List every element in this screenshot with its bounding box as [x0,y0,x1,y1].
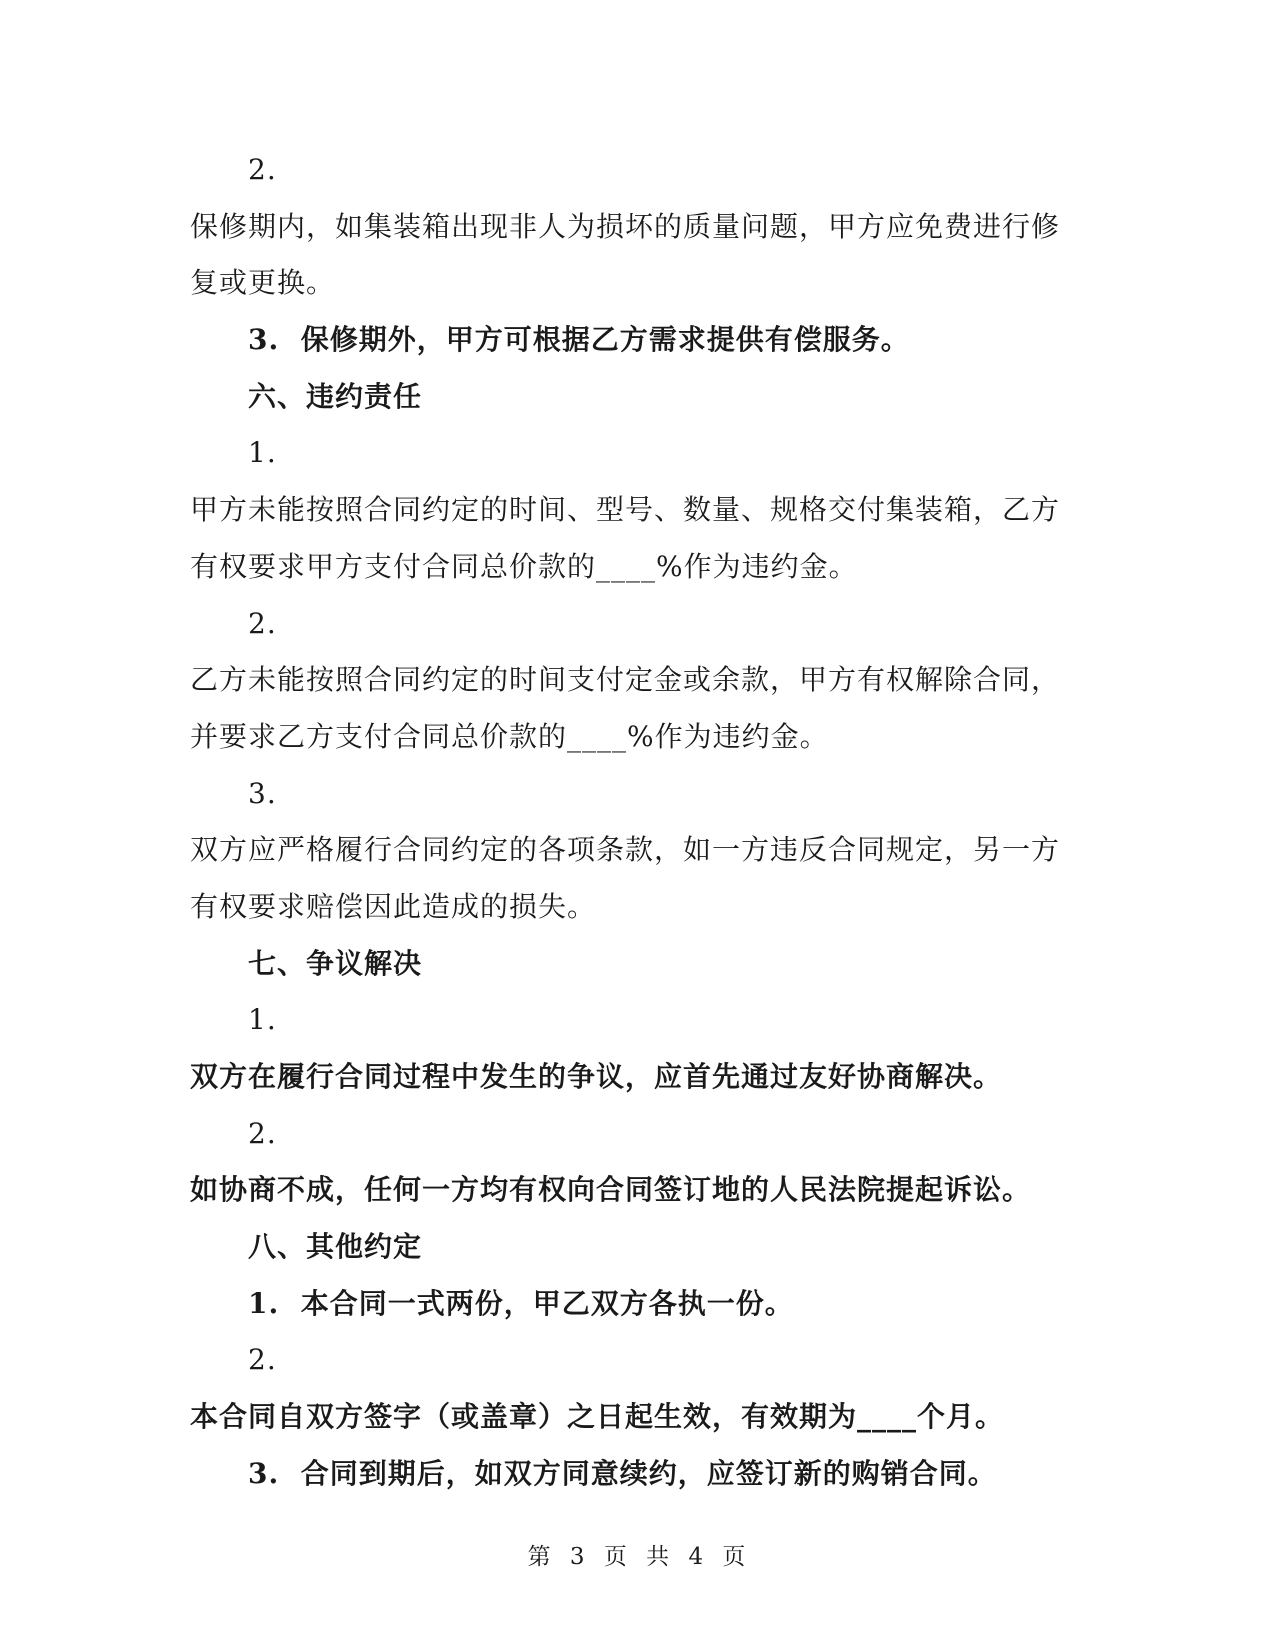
document-line: 3. 保修期外，甲方可根据乙方需求提供有偿服务。 [248,323,910,357]
document-line: 保修期内，如集装箱出现非人为损坏的质量问题，甲方应免费进行修 [190,209,1061,243]
document-line: 乙方未能按照合同约定的时间支付定金或余款，甲方有权解除合同， [190,663,1061,697]
document-line: 2. [248,1116,277,1150]
document-line: 七、争议解决 [248,946,423,980]
document-line: 六、违约责任 [248,379,423,413]
page-footer: 第 3 页 共 4 页 [527,1544,748,1570]
document-line: 1. [248,436,277,470]
document-line: 3. 合同到期后，如双方同意续约，应签订新的购销合同。 [248,1456,997,1490]
document-line: 如协商不成，任何一方均有权向合同签订地的人民法院提起诉讼。 [190,1173,1032,1207]
document-line: 甲方未能按照合同约定的时间、型号、数量、规格交付集装箱，乙方 [190,493,1061,527]
document-body [190,142,1070,1503]
document-line: 复或更换。 [190,266,336,300]
document-line: 本合同自双方签字（或盖章）之日起生效，有效期为____个月。 [190,1400,1005,1434]
document-line: 并要求乙方支付合同总价款的____%作为违约金。 [190,719,829,753]
document-line: 2. [248,606,277,640]
document-line: 有权要求甲方支付合同总价款的____%作为违约金。 [190,549,858,583]
document-line: 双方在履行合同过程中发生的争议，应首先通过友好协商解决。 [190,1060,1003,1093]
document-line: 1. 本合同一式两份，甲乙双方各执一份。 [248,1286,794,1320]
document-line: 2. [248,1343,277,1377]
document-line: 1. [248,1003,277,1037]
document-line: 双方应严格履行合同约定的各项条款，如一方违反合同规定，另一方 [190,833,1061,867]
document-line: 有权要求赔偿因此造成的损失。 [190,889,597,923]
document-line: 2. [248,153,277,186]
document-line: 八、其他约定 [248,1230,423,1264]
document-line: 3. [248,776,277,810]
